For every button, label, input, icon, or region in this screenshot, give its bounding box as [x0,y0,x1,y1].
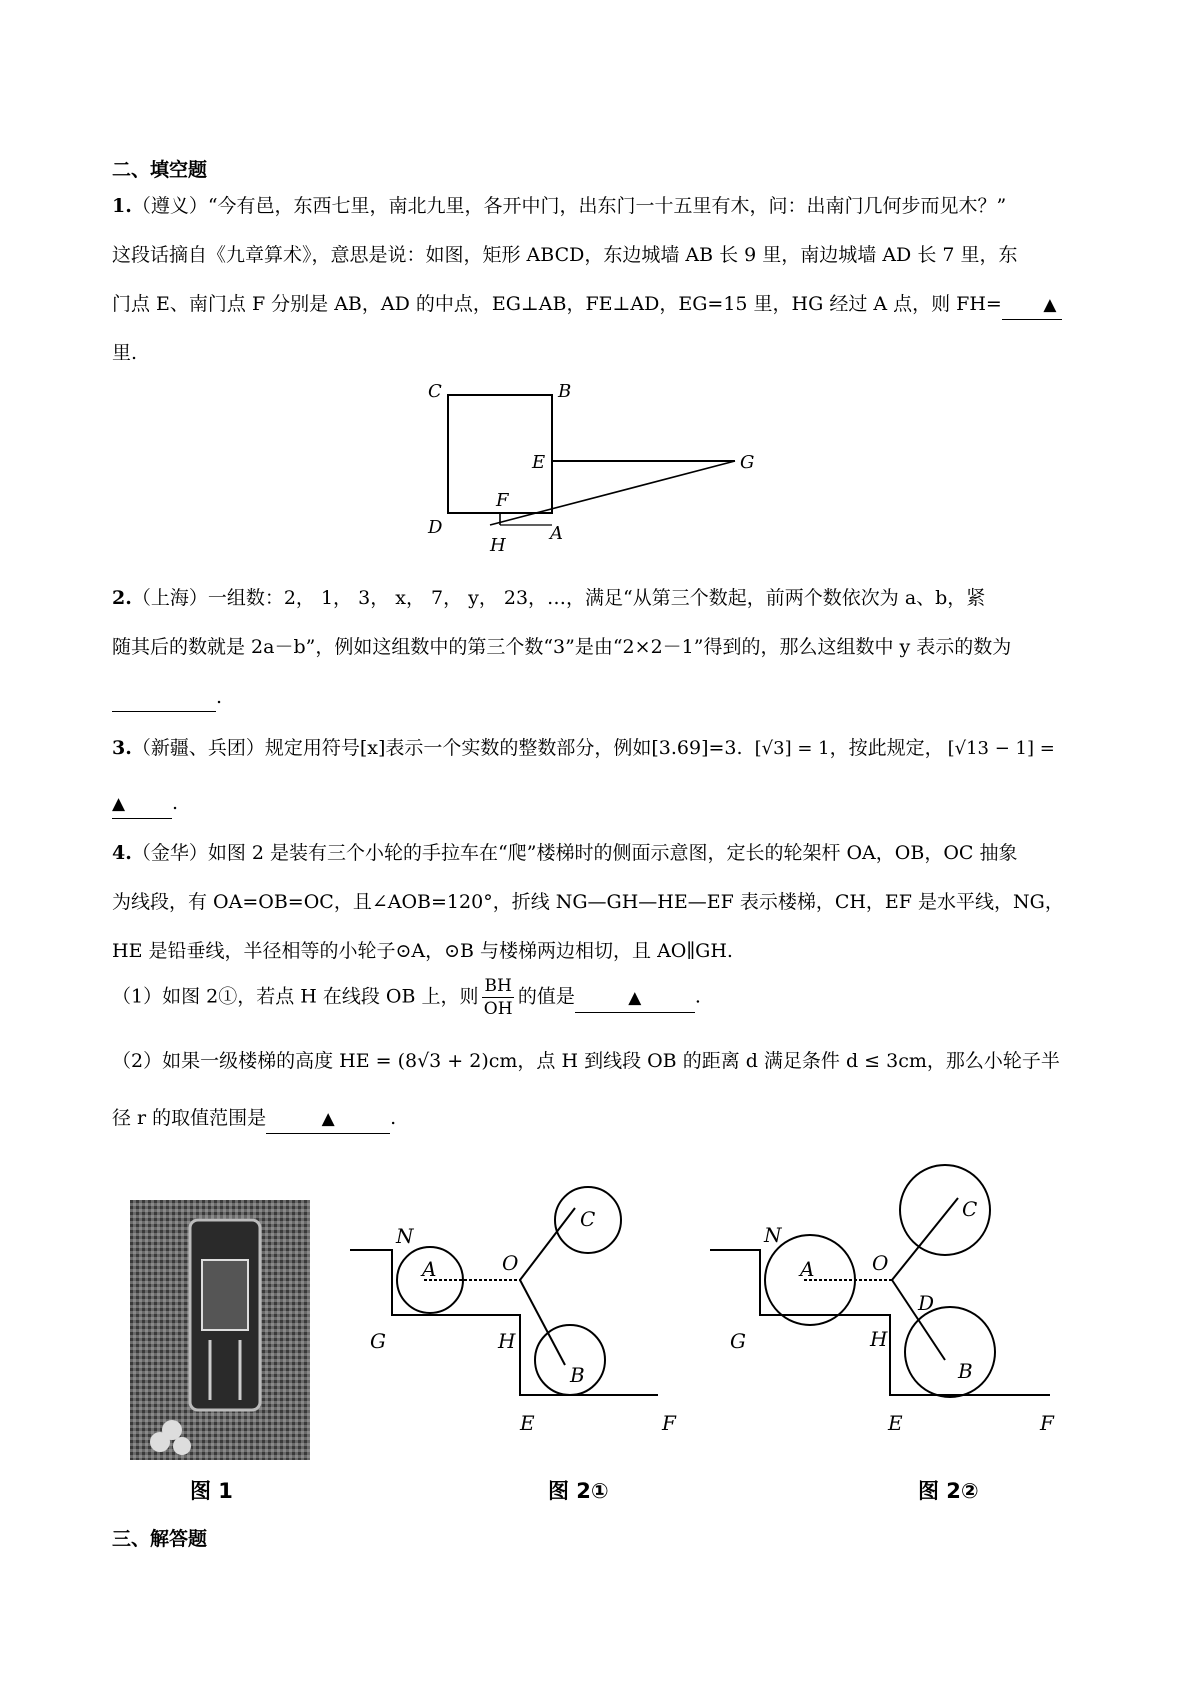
punctuation: . [390,1107,397,1129]
label-a: A [422,1257,437,1281]
question-text: （新疆、兵团）规定用符号[x]表示一个实数的整数部分，例如[3.69]=3. [131,737,743,759]
label-a: A [550,523,563,544]
label-f: F [662,1411,676,1435]
punctuation: . [216,686,223,708]
answer-blank [112,790,172,819]
label-f: F [1040,1411,1054,1435]
blank-marker: ▲ [112,794,126,814]
math-expression: [√3] = 1 [754,738,830,759]
label-o: O [502,1251,519,1275]
question-text: 径 r 的取值范围是 [112,1107,267,1129]
figure-2-1-diagram [340,1160,680,1470]
label-c: C [580,1207,596,1231]
question-number: 3. [112,737,132,759]
answer-blank [112,684,216,712]
label-c: C [428,381,442,402]
fraction-bh-oh [482,975,513,1020]
label-h: H [490,535,506,556]
blank-marker: ▲ [1043,295,1057,315]
question-4-line-1 [112,840,1017,867]
answer-blank [1002,291,1062,320]
question-1-line-2: 这段话摘自《九章算术》，意思是说：如图，矩形 ABCD，东边城墙 AB 长 9 里，南边城墙 AD 长 7 里，东 [112,244,1018,266]
question-text: ，按此规定， [829,737,944,759]
label-e: E [888,1411,903,1435]
rod-oc [892,1198,958,1280]
answer-blank [266,1105,390,1134]
blank-marker: ▲ [321,1109,335,1129]
question-4-line-2: 为线段，有 OA=OB=OC，且∠AOB=120°，折线 NG—GH—HE—EF 表示楼梯，CH，EF 是水平线，NG， [112,891,1064,913]
answer-blank [575,984,695,1013]
question-text: （1）如图 2①，若点 H 在线段 OB 上，则 [112,985,479,1008]
question-text: 门点 E、南门点 F 分别是 AB，AD 的中点，EG⊥AB，FE⊥AD，EG=15 里，HG 经过 A 点，则 FH= [112,293,1002,315]
figure-1-caption: 图 1 [190,1479,233,1503]
segment-hg [490,461,735,525]
question-number: 1. [112,195,132,217]
blank-marker: ▲ [628,987,642,1008]
question-text: （金华）如图 2 是装有三个小轮的手拉车在“爬”楼梯时的侧面示意图，定长的轮架杆 OA，OB，OC 抽象 [131,842,1018,864]
label-f: F [496,490,509,511]
label-b: B [558,381,572,402]
question-1-line-4: 里. [112,342,138,364]
label-a: A [800,1257,815,1281]
section-title: 三、解答题 [112,1528,208,1550]
question-1-line-1 [112,193,1006,220]
figure-2-2-diagram [700,1150,1060,1470]
label-d: D [918,1291,935,1315]
label-b: B [570,1363,585,1387]
punctuation: . [172,792,179,814]
question-2-line-1 [112,585,985,612]
label-n: N [764,1223,782,1247]
question-2-line-3 [112,684,222,712]
question-2-line-2: 随其后的数就是 2a－b”，例如这组数中的第三个数“3”是由“2×2－1”得到的，那么这组数中 y 表示的数为 [112,636,1012,658]
label-h: H [870,1327,888,1351]
question-4-line-3: HE 是铅垂线，半径相等的小轮子⊙A，⊙B 与楼梯两边相切，且 AO∥GH. [112,940,733,962]
question-text: （遵义）“今有邑，东西七里，南北九里，各开中门，出东门一十五里有木，问：出南门几何步而见木？” [131,195,1007,217]
question-text: 的值是 [517,985,575,1008]
label-e: E [520,1411,535,1435]
label-n: N [396,1224,414,1248]
label-h: H [498,1329,516,1353]
question-4-part-1 [112,975,701,1020]
section-title: 二、填空题 [112,159,208,181]
question-number: 2. [112,587,132,609]
question-number: 4. [112,842,132,864]
punctuation: . [694,985,701,1008]
question-3-line-2 [112,790,178,819]
label-d: D [428,517,443,538]
question-3-line-1 [112,735,1055,762]
question-text: （上海）一组数：2， 1， 3， x， 7， y， 23，…，满足“从第三个数起，前两个数依次为 a、b，紧 [131,587,986,609]
rod-ob [520,1280,565,1365]
label-g: G [730,1329,746,1353]
figure-2-1-caption: 图 2① [548,1479,609,1503]
fraction-numerator: BH [484,976,512,996]
math-expression: [√13 − 1] = [947,738,1055,759]
label-o: O [872,1251,889,1275]
label-e: E [532,452,546,473]
hand-cart-photo [130,1200,310,1460]
question-4-part-2-line-1: （2）如果一级楼梯的高度 HE = (8√3 + 2)cm，点 H 到线段 OB 的距离 d 满足条件 d ≤ 3cm，那么小轮子半 [112,1050,1060,1072]
figure-2-2-caption: 图 2② [918,1479,979,1503]
question-4-part-2-line-2 [112,1105,396,1134]
label-g: G [740,452,755,473]
label-c: C [962,1197,978,1221]
label-b: B [958,1359,973,1383]
label-g: G [370,1329,386,1353]
rectangle-diagram [420,375,780,575]
question-1-line-3 [112,291,1062,320]
fraction-denominator: OH [483,999,513,1019]
